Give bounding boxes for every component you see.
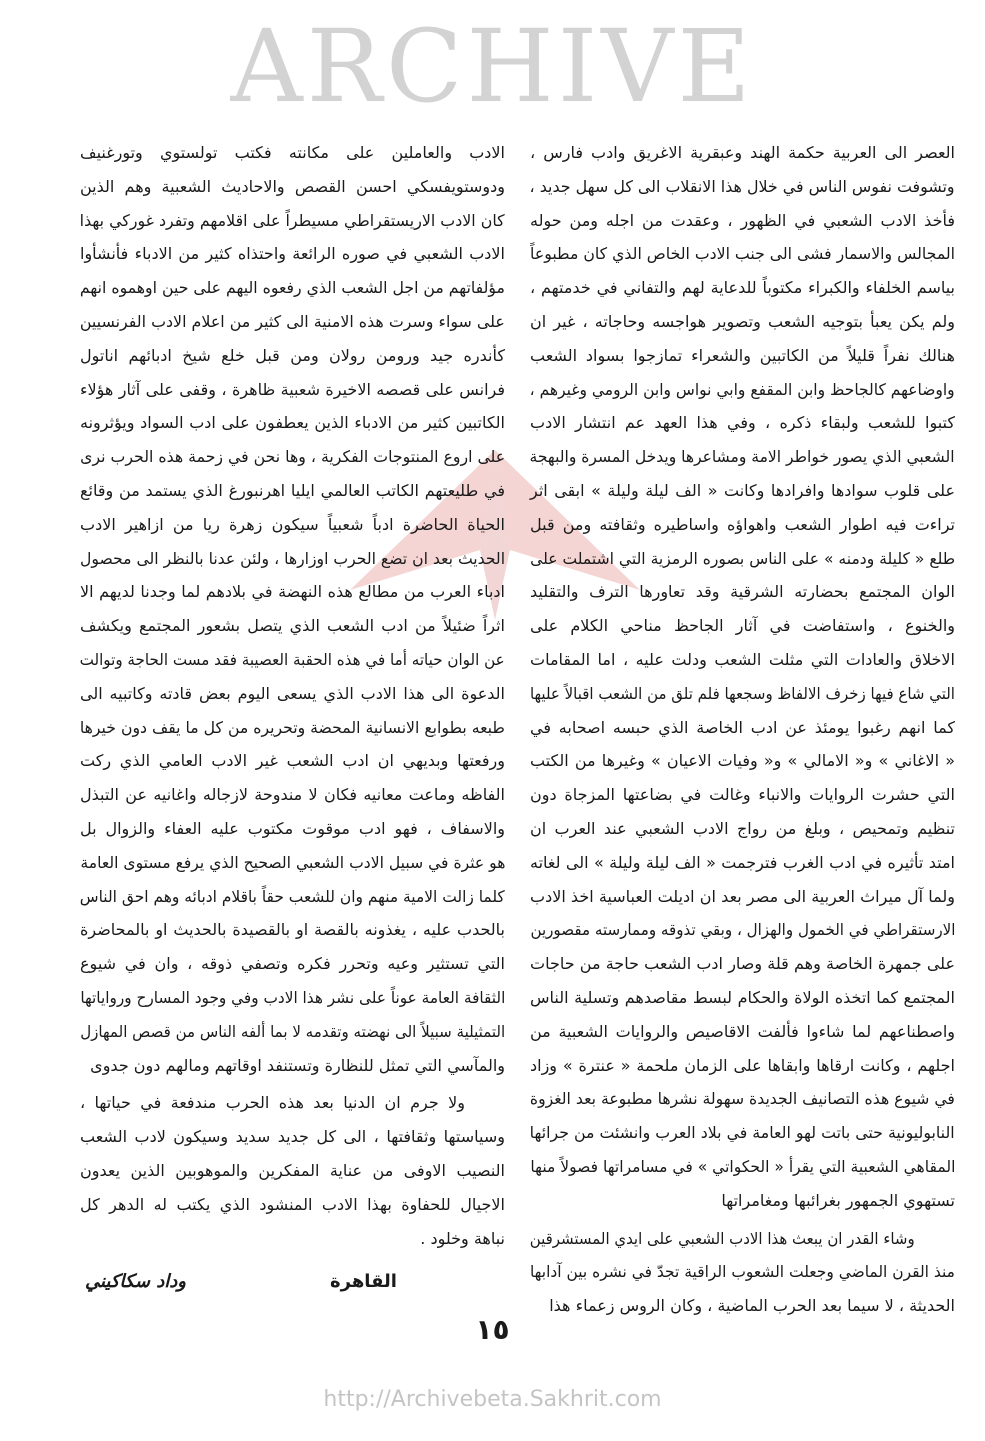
text-line-content: كان الادب الاريستقراطي مسيطراً على اقلامهم وتفرد غوركي بهذا: [80, 210, 505, 230]
text-line: [530, 643, 955, 677]
watermark-url: http://Archivebeta.Sakhrit.com: [323, 1387, 662, 1412]
text-line: [530, 373, 955, 407]
text-line: [530, 947, 955, 981]
text-line-content: التي شاع فيها زخرف الالفاظ وسجعها فلم تلق من الشعب اقبالاً عليها: [529, 683, 955, 703]
text-line: [80, 406, 505, 440]
text-line: [530, 711, 955, 745]
text-line-content: بالحدب عليه ، يغذونه بالقصة او بالقصيدة بالحديث او بالمحاضرة: [80, 920, 505, 940]
text-line: [530, 981, 955, 1015]
text-line-content: طلع « كليلة ودمنه » على الناس بصوره الرمزية التي اشتملت على: [530, 548, 955, 568]
text-line: [530, 542, 955, 576]
text-line: [80, 136, 505, 170]
text-line-content: النصيب الاوفى من عناية المفكرين والموهوبين الذين يعدون: [80, 1160, 505, 1180]
text-line-content: كتبوا للشعب ولبقاء ذكره ، وفي هذا العهد عم انتشار الادب: [530, 413, 955, 433]
text-line-content: تنظيم وتمحيص ، وبلغ من رواج الادب الشعبي عند العرب ان: [530, 818, 955, 838]
text-line: [80, 339, 505, 373]
text-line: [530, 204, 955, 238]
text-line-content: ورفعتها وبديهي ان ادب الشعب غير الادب العامي الذي ركت: [80, 751, 505, 771]
text-line-content: فأخذ الادب الشعبي في الظهور ، وعقدت من اجله ومن حوله: [530, 210, 955, 230]
text-line: [530, 170, 955, 204]
text-line-content: الوان المجتمع بحضارته الشرقية وقد تعاورها الترف والتقليد: [530, 582, 955, 602]
text-line: [80, 643, 505, 677]
left-column: [80, 136, 505, 1255]
text-line-content: الدعوة الى هذا الادب الذي يسعى اليوم بعض قادته وكاتبيه الى: [80, 683, 505, 703]
text-line-content: ودوستويفسكي احسن القصص والاحاديث الشعبية وهم الذين: [80, 176, 505, 196]
text-line-content: في طليعتهم الكاتب العالمي ايليا اهرنبورغ الذي يستمد من وقائع: [80, 480, 505, 500]
text-line-content: الادب والعاملين على مكانته فكتب تولستوي وتورغنيف: [80, 143, 505, 162]
text-line: [530, 1255, 955, 1289]
text-line: [80, 609, 505, 643]
text-line-content: كأندره جيد ورومن رولان ومن قبل خلع شيخ ادبائهم اناتول: [80, 345, 505, 365]
text-line-content: هنالك نفراً قليلاً من الكاتبين والشعراء تمازجوا بسواد الشعب: [530, 345, 955, 365]
text-line: [530, 609, 955, 643]
text-line: [530, 237, 955, 271]
text-line: [530, 406, 955, 440]
text-line-content: اثراً ضئيلاً من ادب الشعب الذي يتصل بشعور المجتمع ويكشف: [80, 616, 505, 636]
text-line-content: النابوليونية حتى باتت لهو العامة في بلاد العرب وانشئت من جرائها: [529, 1123, 955, 1143]
text-line-content: ولا جرم ان الدنيا بعد هذه الحرب مندفعة في حياتها ،: [80, 1093, 465, 1113]
paragraph: [530, 1222, 955, 1323]
text-line: [80, 575, 505, 609]
text-line: [80, 1015, 505, 1049]
text-line: [530, 778, 955, 812]
paragraph: [80, 1086, 505, 1255]
text-line: [80, 305, 505, 339]
text-line-content: على اروع المنتوجات الفكرية ، وها نحن في زحمة هذه الحرب نرى: [80, 447, 505, 467]
text-line-content: المقاهي الشعبية التي يقرأ « الحكواتي » في مسامراتها فصولاً منها: [530, 1156, 955, 1176]
text-line: [530, 1049, 955, 1083]
text-line-content: وسياستها وثقافتها ، الى كل جديد سديد وسيكون لادب الشعب: [80, 1127, 505, 1147]
right-column: [530, 136, 955, 1323]
text-line: [80, 271, 505, 305]
text-line-content: ولما آل ميراث العربية الى مصر بعد ان اديلت العباسية اخذ الادب: [530, 886, 955, 906]
text-line-content: عن الوان حياته أما في هذه الحقبة العصيبة فقد مست الحاجة وتوالت: [79, 649, 505, 669]
text-line-content: الحياة الحاضرة ادباً شعبياً سيكون زهرة ريا من ازاهير الادب: [80, 514, 505, 534]
text-line: [530, 271, 955, 305]
text-line: [530, 846, 955, 880]
text-line: [80, 711, 505, 745]
text-line: [530, 1184, 955, 1218]
text-line-content: ادباء العرب من مطالع هذه النهضة في بلادهم لما وجدنا لديهم الا: [80, 582, 505, 602]
text-line: [530, 305, 955, 339]
text-line: [530, 812, 955, 846]
text-line-content: والاسفاف ، فهو ادب موقوت مكتوب عليه العفاء والزوال بل: [80, 818, 505, 838]
text-line: [530, 440, 955, 474]
text-line: [80, 1120, 505, 1154]
paragraph: [530, 136, 955, 1218]
text-line: [530, 1116, 955, 1150]
text-line-content: ولم يكن يعبأ بتوجيه الشعب وتصوير هواجسه وحاجاته ، غير ان: [530, 311, 955, 331]
text-line-content: واوضاعهم كالجاحظ وابن المقفع وابي نواس وابن الرومي وغيرهم ،: [530, 379, 955, 399]
text-line-content: الارستقراطي في الخمول والهزال ، وبقي تذوقه وممارسته مقصورين: [529, 920, 955, 940]
text-line: [80, 1049, 505, 1083]
text-line-content: كلما زالت الامية منهم وان للشعب حقاً باقلام ادبائه وهم احق الناس: [79, 886, 505, 906]
text-line: [530, 474, 955, 508]
text-line: [530, 1015, 955, 1049]
text-line-content: على قلوب سوادها وافرادها وكانت « الف ليلة وليلة » ابقى اثر: [530, 480, 955, 500]
text-line-content: منذ القرن الماضي وجعلت الشعوب الراقية تجدّ في نشره بين آدابها: [530, 1262, 955, 1282]
text-line-content: تستهوي الجمهور بغرائبها ومغامراتها: [721, 1190, 955, 1210]
text-line-content: بياسم الخلفاء والكبراء مكتوباً للدعاية لهم والتفاني في خدمتهم ،: [530, 278, 955, 298]
text-line-content: في شيوع هذه التصانيف الجديدة سهولة نشرها مطبوعة بعد الغزوة: [529, 1089, 955, 1109]
text-line-content: الفاظه وماعت معانيه فكان لا مندوحة لازجاله واغانيه عن التبذل: [80, 785, 505, 805]
text-line: [530, 677, 955, 711]
text-line-content: مؤلفاتهم من اجل الشعب الذي رفعوه اليهم على حين اوهموه انهم: [80, 278, 505, 298]
text-line-content: والخنوع ، واستفاضت في آثار الجاحظ مناحي الكلام على: [530, 616, 955, 636]
paragraph: [80, 136, 505, 1082]
text-line-content: امتد تأثيره في ادب الغرب فترجمت « الف ليلة وليلة » الى لغاته: [530, 852, 955, 872]
text-line: [530, 1222, 955, 1256]
text-line-content: الشعبي الذي يصور خواطر الامة ومشاعرها ويدخل المسرة والبهجة: [530, 447, 955, 467]
text-line-content: التي تستثير وعيه وتحرر فكره وتصفي ذوقه ، وان في شيوع: [80, 954, 505, 974]
text-line: [80, 440, 505, 474]
text-line-content: اجلهم ، وكانت ارقاها وابقاها على الزمان ملحمة « عنترة » وزاد: [530, 1055, 955, 1075]
text-line-content: الحديث بعد ان تضع الحرب اوزارها ، ولئن عدنا بالنظر الى محصول: [80, 548, 505, 568]
signature-author: وداد سكاكيني: [85, 1271, 186, 1292]
text-line: [80, 913, 505, 947]
signature-place: القاهرة: [330, 1271, 397, 1292]
text-line: [80, 170, 505, 204]
text-line: [80, 677, 505, 711]
text-line: [530, 913, 955, 947]
text-line-content: والمآسي التي تمثل للنظارة وتستنفد اوقاتهم ومالهم دون جدوى: [90, 1055, 505, 1075]
text-line: [530, 136, 955, 170]
text-line-content: الثقافة العامة عوناً على نشر هذا الادب وفي وجود المسارح ورواياتها: [80, 987, 505, 1007]
text-line-content: الكاتبين كثير من الادباء الذين يعطفون على ادب السواد ويؤثرونه: [80, 413, 505, 433]
text-line-content: الاخلاق والعادات التي مثلت الشعب ودلت عليه ، اما المقامات: [530, 649, 955, 669]
text-line: [80, 373, 505, 407]
text-line: [80, 981, 505, 1015]
text-line: [80, 846, 505, 880]
text-line-content: المجالس والاسمار فشى الى جنب الادب الخاص الذي كان مطبوعاً: [530, 244, 955, 264]
text-line-content: نباهة وخلود .: [420, 1228, 505, 1248]
text-line: [80, 1154, 505, 1188]
text-line: [530, 880, 955, 914]
text-line: [80, 1188, 505, 1222]
text-line: [80, 947, 505, 981]
text-line-content: العصر الى العربية حكمة الهند وعبقرية الاغريق وادب فارس ،: [530, 143, 955, 162]
text-line-content: طبعه بطوابع الانسانية المحضة وتحريره من كل ما يقف دون خيرها: [79, 717, 505, 737]
text-line-content: المجتمع كما اتخذه الولاة والحكام لبسط مقاصدهم وتسلية الناس: [530, 987, 955, 1007]
text-line-content: وتشوفت نفوس الناس في خلال هذا الانقلاب الى كل سهل جديد ،: [529, 176, 955, 196]
text-line: [530, 744, 955, 778]
text-line: [80, 204, 505, 238]
text-line-content: التمثيلية سبيلاً الى نهضته وتقدمه لا بما ألفه الناس من قصص المهازل: [80, 1021, 505, 1041]
text-line: [80, 778, 505, 812]
text-line-content: الحديثة ، لا سيما بعد الحرب الماضية ، وكان الروس زعماء هذا: [549, 1296, 955, 1316]
text-line: [80, 508, 505, 542]
page-number: ١٥: [475, 1313, 510, 1346]
text-line-content: واصطناعهم لما شاءوا فألفت الاقاصيص والروايات الشعبية من: [530, 1021, 955, 1041]
text-line-content: على سواء وسرت هذه الامنية الى كثير من اعلام الادب الفرنسيين: [80, 311, 505, 331]
text-line: [80, 1222, 505, 1256]
text-line: [530, 339, 955, 373]
text-line: [80, 812, 505, 846]
text-line-content: التي حشرت الروايات والانباء وغالت في بضاعتها المزجاة دون: [530, 785, 955, 805]
watermark-brand: ARCHIVE: [230, 8, 755, 125]
text-line: [80, 237, 505, 271]
text-line-content: « الاغاني » و« الامالي » و« وفيات الاعيان » وغيرها من الكتب: [530, 751, 955, 771]
text-line-content: على جمهرة الخاصة وهم قلة وصار ادب الشعب حاجة من حاجات: [530, 954, 955, 974]
text-line-content: تراءت فيه اطوار الشعب واهواؤه واساطيره وثقافته ومن قبل: [530, 514, 955, 534]
text-line-content: فرانس على قصصه الاخيرة شعبية ظاهرة ، وقفى على آثار هؤلاء: [80, 379, 505, 399]
text-line: [80, 542, 505, 576]
text-line-content: كما انهم رغبوا يومئذ عن ادب الخاصة الذي حبسه اصحابه في: [530, 717, 955, 737]
text-line: [80, 474, 505, 508]
text-line: [530, 1150, 955, 1184]
text-line-content: هو عثرة في سبيل الادب الشعبي الصحيح الذي يرفع مستوى العامة: [79, 852, 505, 872]
text-line-content: وشاء القدر ان يبعث هذا الادب الشعبي على ايدي المستشرقين: [530, 1228, 915, 1248]
text-line: [530, 575, 955, 609]
text-line: [80, 744, 505, 778]
text-line-content: الاجيال للحفاوة بهذا الادب المنشود الذي يكتب له الدهر كل: [80, 1194, 505, 1214]
text-line: [530, 1082, 955, 1116]
text-line: [80, 1086, 505, 1120]
text-line: [530, 508, 955, 542]
text-line-content: الادب الشعبي في صوره الرائعة واحتذاه كثير من الادباء فأنشأوا: [80, 244, 505, 264]
text-line: [80, 880, 505, 914]
